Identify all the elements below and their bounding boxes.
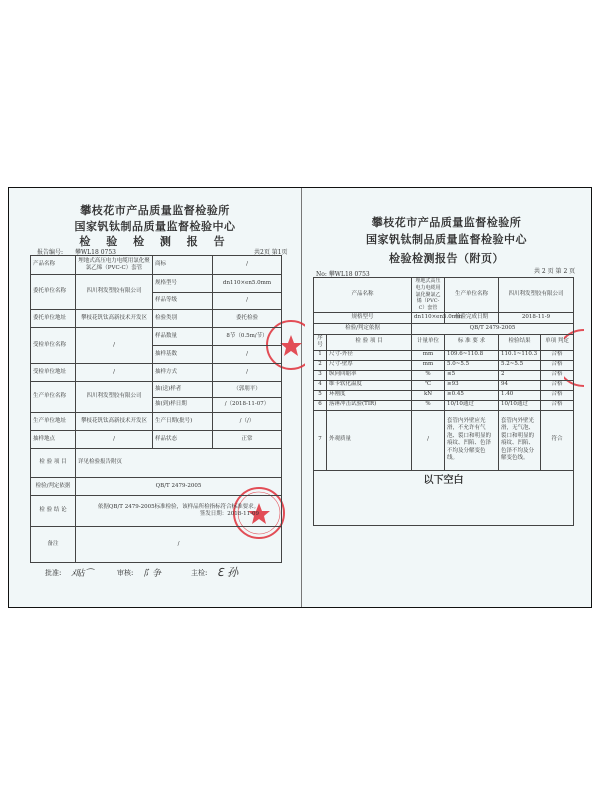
chief-label: 主检: (191, 569, 208, 577)
label: 委托单位名称 (31, 275, 76, 310)
value: / (213, 364, 282, 382)
label: 抽(到)样日期 (153, 398, 213, 413)
value: / (76, 431, 153, 449)
result-cell: 合格 (541, 370, 574, 380)
header-cell: 计量单位 (412, 334, 445, 350)
label: 样品状态 (153, 431, 213, 449)
result-cell: 合格 (541, 350, 574, 360)
result-row (314, 380, 574, 390)
value: 攀枝花钒钛高新技术开发区 (76, 413, 153, 431)
value: 埋地式高压电力电缆用氯化聚氯乙烯（PVC-C）套管 (76, 256, 153, 275)
value: 埋地式高压电力电缆用氯化聚氯乙烯（PVC-C）套管 (412, 278, 445, 313)
result-cell: 109.6~110.8 (445, 350, 499, 360)
chief-signature: ℇ 孙 (217, 566, 239, 579)
result-cell: 7 (314, 410, 327, 470)
value: （郭朋平） (213, 382, 282, 398)
result-row (314, 390, 574, 400)
value: 委托检验 (213, 310, 282, 328)
value: / (213, 346, 282, 364)
issue-date: 签发日期：2018-11-09 (199, 511, 259, 517)
label: 生产单位地址 (31, 413, 76, 431)
label: 抽样基数 (153, 346, 213, 364)
result-cell: 套管内外壁光滑，无气泡、裂口和明显的痕纹、凹陷、色泽不均及分解变色线。 (499, 410, 541, 470)
label: 检 验 项 目 (31, 449, 76, 478)
report-page-1 (9, 188, 301, 607)
result-cell: 合格 (541, 380, 574, 390)
value: / (76, 328, 153, 364)
result-cell: 6 (314, 400, 327, 410)
result-cell: 环刚度 (327, 390, 412, 400)
page-info: 共2页 第1页 (254, 249, 288, 256)
value: dn110×en5.0mm (213, 275, 282, 293)
label: 抽样方式 (153, 364, 213, 382)
value: 四川利发塑胶有限公司 (499, 278, 574, 313)
result-cell: / (412, 410, 445, 470)
result-cell: 落锤冲击试验(TIR) (327, 400, 412, 410)
value: QB/T 2479-2005 (76, 478, 282, 496)
document-scan (8, 187, 592, 608)
blank-below-note: 以下空白 (314, 470, 574, 525)
result-cell: 尺寸-壁厚 (327, 360, 412, 370)
report-title: 检验检测报告（附页） (389, 252, 504, 265)
result-cell: mm (412, 360, 445, 370)
label: 商标 (153, 256, 213, 275)
label: 生产单位名称 (445, 278, 499, 313)
label: 检验完成日期 (445, 312, 499, 323)
header-cell: 检 验 项 目 (327, 334, 412, 350)
result-cell: 10/10通过 (499, 400, 541, 410)
label: 检 验 结 论 (31, 496, 76, 527)
label: 受检单位地址 (31, 364, 76, 382)
result-row (314, 410, 574, 470)
result-cell: 110.1~110.3 (499, 350, 541, 360)
value: /（2018-11-07） (213, 398, 282, 413)
report-title: 检 验 检 测 报 告 (79, 235, 231, 248)
value: 正常 (213, 431, 282, 449)
value: /（/） (213, 413, 282, 431)
reviewer-signature: 阝争 (143, 569, 162, 579)
label: 生产日期(批号) (153, 413, 213, 431)
label: 生产单位名称 (31, 382, 76, 413)
label: 检验类别 (153, 310, 213, 328)
institute-title: 攀枝花市产品质量监督检验所 (371, 216, 522, 229)
label: 备注 (31, 527, 76, 563)
result-cell: 合格 (541, 360, 574, 370)
label: 样品数量 (153, 328, 213, 346)
result-cell: 合格 (541, 400, 574, 410)
label: 抽(送)样者 (153, 382, 213, 398)
label: 产品名称 (314, 278, 412, 313)
result-cell: ≥93 (445, 380, 499, 390)
conclusion: 依据QB/T 2479-2005标准检验，该样品所检指标符合标准要求。 (97, 503, 260, 510)
result-cell: 符合 (541, 410, 574, 470)
result-cell: 合格 (541, 390, 574, 400)
value: dn110×en5.0mm (412, 312, 445, 323)
result-cell: ≥0.45 (445, 390, 499, 400)
value: 详见检验报告附页 (76, 449, 282, 478)
header-row (314, 334, 574, 350)
result-cell: ≤5 (445, 370, 499, 380)
result-cell: 5.2~5.5 (499, 360, 541, 370)
result-cell: mm (412, 350, 445, 360)
header-cell: 检验结果 (499, 334, 541, 350)
value: / (213, 293, 282, 310)
report-no: 攀WL18 0753 (75, 249, 116, 256)
result-cell: 5.0~5.5 (445, 360, 499, 370)
header-cell: 单项 判定 (541, 334, 574, 350)
value: / (76, 527, 282, 563)
header-cell: 序号 (314, 334, 327, 350)
result-cell: 维卡软化温度 (327, 380, 412, 390)
value: 8节（0.5m/节） (213, 328, 282, 346)
value: / (213, 256, 282, 275)
result-cell: kN (412, 390, 445, 400)
result-cell: 2 (499, 370, 541, 380)
review-label: 审核: (117, 569, 134, 577)
results-table (313, 277, 574, 526)
label: 委托单位地址 (31, 310, 76, 328)
result-row (314, 370, 574, 380)
label: 抽样地点 (31, 431, 76, 449)
label: 规格型号 (314, 312, 412, 323)
approver-signature: ﾒ䀡⌒ (71, 569, 94, 579)
result-cell: 套管内外壁应光滑，不允许有气泡、裂口和明显的痕纹、凹陷、色泽不均及分解变色线。 (445, 410, 499, 470)
result-cell: 1 (314, 350, 327, 360)
value: 2018-11-9 (499, 312, 574, 323)
page-info: 共 2 页 第 2 页 (534, 268, 576, 275)
value: 四川利发塑胶有限公司 (76, 382, 153, 413)
result-cell: 外观质量 (327, 410, 412, 470)
result-cell: 10/10通过 (445, 400, 499, 410)
result-row (314, 350, 574, 360)
value: 攀枝花钒钛高新技术开发区 (76, 310, 153, 328)
label: 规格型号 (153, 275, 213, 293)
header-cell: 标 准 要 求 (445, 334, 499, 350)
center-title: 国家钒钛制品质量监督检验中心 (74, 220, 236, 233)
label: 受检单位名称 (31, 328, 76, 364)
result-cell: 5 (314, 390, 327, 400)
approve-label: 批准: (45, 569, 62, 577)
result-row (314, 400, 574, 410)
result-row (314, 360, 574, 370)
label: 检验/判定依据 (314, 323, 412, 334)
value: QB/T 2479-2005 (412, 323, 574, 334)
result-cell: 尺寸-外径 (327, 350, 412, 360)
result-cell: 4 (314, 380, 327, 390)
report-no: No: 攀WL18 0753 (316, 271, 370, 278)
label: 检验/判定依据 (31, 478, 76, 496)
institute-title: 攀枝花市产品质量监督检验所 (80, 204, 230, 217)
value: 四川利发塑胶有限公司 (76, 275, 153, 310)
result-cell: % (412, 370, 445, 380)
label: 产品名称 (31, 256, 76, 275)
result-cell: ℃ (412, 380, 445, 390)
report-no-label: 报告编号: (37, 249, 64, 256)
result-cell: 94 (499, 380, 541, 390)
value: / (76, 364, 153, 382)
result-cell: 1.40 (499, 390, 541, 400)
result-cell: 2 (314, 360, 327, 370)
label: 样品等级 (153, 293, 213, 310)
result-cell: 纵向回缩率 (327, 370, 412, 380)
center-title: 国家钒钛制品质量监督检验中心 (366, 233, 527, 246)
result-cell: % (412, 400, 445, 410)
result-cell: 3 (314, 370, 327, 380)
report-table (30, 255, 282, 563)
report-page-2 (302, 188, 591, 607)
